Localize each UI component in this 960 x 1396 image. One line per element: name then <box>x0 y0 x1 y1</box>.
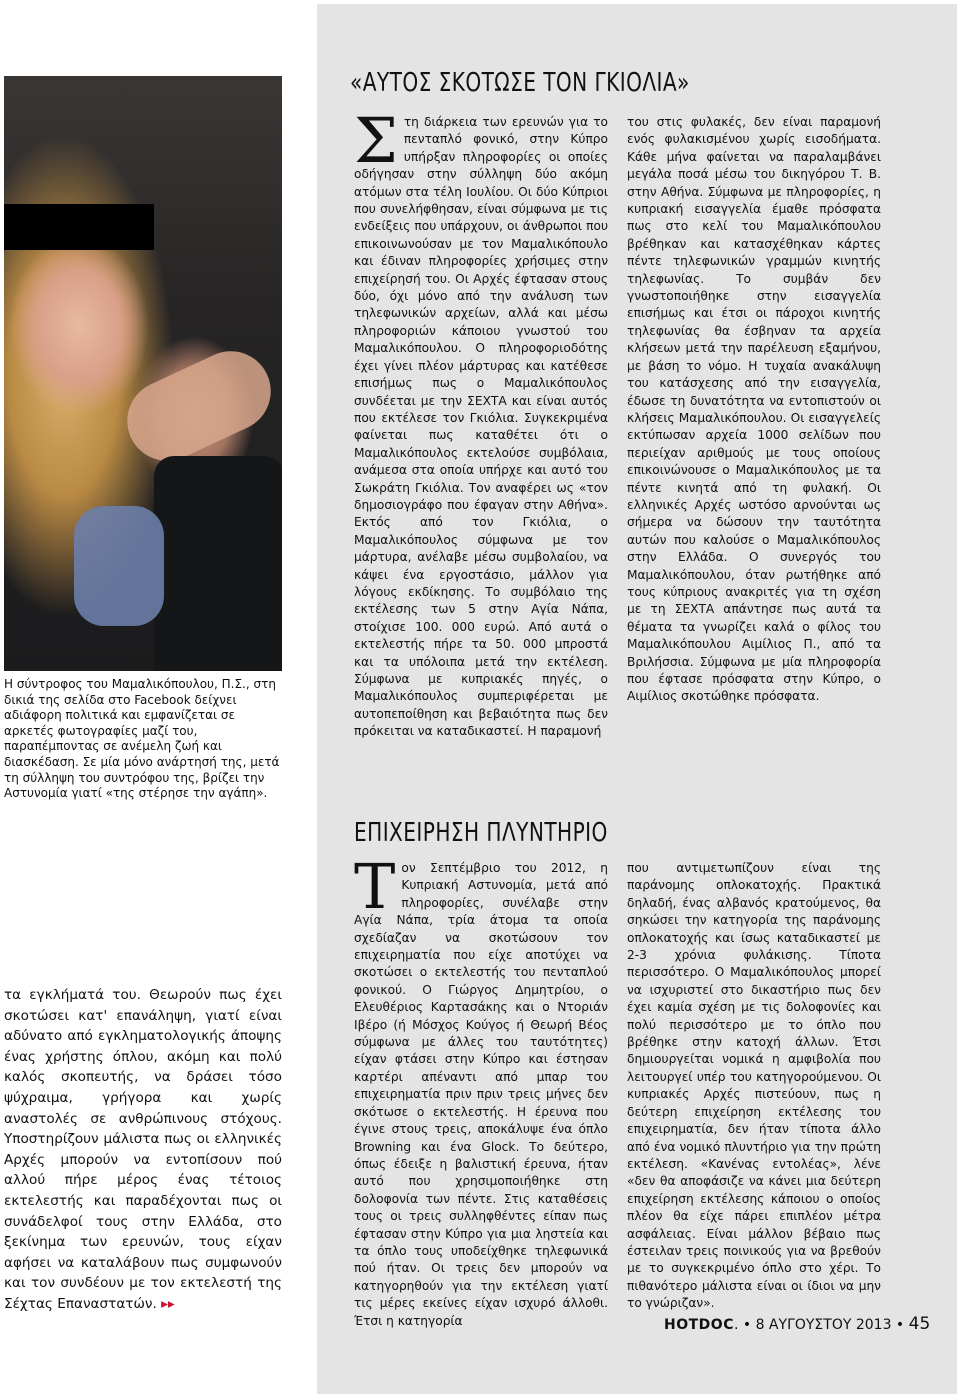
article1-column-1 <box>354 104 608 741</box>
dropcap: Τ <box>354 850 396 923</box>
article2-col1-text: ον Σεπτέμβριο του 2012, η Κυπριακή Αστυνομία, μετά από πληροφορίες, συνέλαβε στην Αγία Νάπα, τρία άτομα τα οποία σχεδίαζαν να σκοτώσουν τον επιχειρηματία που είχε αποτύχει να σκοτώσει ο εκτελεστής του πενταπλού φονικού. Ο Γιώργος Δημητρίου, ο Ελευθέριος Καρτασάκης και ο Ντοριάν Ιβέρο (ή Μόσχος Κούγος ή Θεωρή Βέος σύμφωνα με άλλες του ταυτότητες) είχαν φτάσει στην Κύπρο και έστησαν καρτέρι απέναντι από μπαρ του επιχειρηματία πριν πριν τρεις μήνες δεν σκότωσε ο εκτελεστής. Η έρευνα που έγινε στους τρεις, αποκάλυψε ένα όπλο Browning και ένα Glock. Το δεύτερο, όπως έδειξε η βαλιστική έρευνα, ήταν αυτό που χρησιμοποιήθηκε στη δολοφονία των πέντε. Στις καταθέσεις τους οι τρεις συλληφθέντες είπαν πως έφτασαν στην Κύπρο για μια ληστεία και τα όπλο τους υποδείχθηκε τηλεφωνικά πού ήταν. Οι τρεις δεν μπορούν να κατηγορηθούν για την εκτέλεση γιατί τις μέρες εκείνες είχαν ισχυρό άλλοθι. Έτσι η κατηγορία <box>354 861 608 1328</box>
article2-column-2: που αντιμετωπίζουν είναι της παράνομης οπλοκατοχής. Πρακτικά δηλαδή, ένας αλβανός κρατούμενος, θα σηκώσει την κατηγορία της παράνομης οπλοκατοχής και ίσως καταδικαστεί με 2-3 χρόνια φυλάκισης. Τίποτα περισσότερο. Ο Μαμαλικόπουλος μπορεί να ισχυριστεί στο δικαστήριο πως δεν έχει καμία σχέση με τις δολοφονίες και πολύ περισσότερο με το όπλο που βρέθηκε στην κατοχή άλλων. Έτσι δημιουργείται νομικά η αμφιβολία που λειτουργεί υπέρ του κατηγορούμενου. Οι κυπριακές Αρχές πιστεύουν, πως η δεύτερη επιχείρηση εκτέλεσης του επιχειρηματία, δεν ήταν τίποτα άλλο από ένα νομικό πλυντήριο για την πρώτη εκτέλεση. «Κανένας εντολέας», λένε «δεν θα αποφάσιζε να κάνει μια δεύτερη επιχείρηση εκτέλεσης κάποιου ο οποίος πλέον θα είχε πάρει επιπλέον μέτρα ασφάλειας. Είναι μάλλον βέβαιο πως έστειλαν τρεις ποινικούς για να βρεθούν με το συγκεκριμένο όπλο στο χέρι. Το πιθανότερο μάλιστα είναι οι ίδιοι να μην το γνώριζαν». <box>627 861 881 1311</box>
continue-arrow-icon: ▸▸ <box>161 1295 175 1312</box>
issue-date: . • 8 ΑΥΓΟΥΣΤΟΥ 2013 • <box>733 1317 905 1333</box>
page-number: 45 <box>908 1314 931 1334</box>
left-column-text <box>4 985 282 1315</box>
dropcap: Σ <box>354 104 398 177</box>
article-title-2: ΕΠΙΧΕΙΡΗΣΗ ΠΛΥΝΤΗΡΙΟ <box>354 818 608 848</box>
couple-photo <box>4 76 282 671</box>
article1-column-2: του στις φυλακές, δεν είναι παραμονή ενός φυλακισμένου χωρίς εισοδήματα. Κάθε μήνα φαίνεται να παραλαμβάνει μεγάλα ποσά μέσω του δικηγόρου Τ. Β. στην Αθήνα. Σύμφωνα με πληροφορίες, η κυπριακή εισαγγελία έμαθε πρόσφατα πως στο κελί του Μαμαλικόπουλου βρέθηκαν και κατασχέθηκαν κάρτες πέντε τηλεφωνικών γραμμών κινητής τηλεφωνίας. Το συμβάν δεν γνωστοποιήθηκε στην εισαγγελία επισήμως και έτσι οι πάροχοι κινητής τηλεφωνίας θα έσβηναν τα αρχεία κλήσεων μετά την παρέλευση εξαμήνου, με βάση το νόμο. Η τυχαία ανακάλυψη του κατάσχεσης από την εισαγγελία, έδωσε τη δυνατότητα να εντοπιστούν οι κλήσεις Μαμαλικόπουλου. Οι εισαγγελείς εκτύπωσαν αρχεία 1000 σελίδων που περιείχαν αριθμούς με τους οποίους επικοινώνουσε ο Μαμαλικόπουλος με τα πέντε κινητά από τη φυλακή. Οι ελληνικές Αρχές ωστόσο αρνούνται ως σήμερα να δώσουν την ταυτότητα αυτών που καλούσε ο Μαμαλικόπουλος στην Ελλάδα. Ο συνεργός του Μαμαλικόπουλου, όταν ρωτήθηκε από τους κύπριους ανακριτές για τη σχέση με τη ΣΕΧΤΑ απάντησε πως αυτά τα θέματα τα γνωρίζει καλά ο φίλος του Μαμαλικόπουλου Αιμίλιος Π., από τα Βριλήσσια. Σύμφωνα με μία πληροφορία που έφτασε πρόσφατα στην Κύπρο, ο Αιμίλιος σκοτώθηκε πρόσφατα. <box>627 115 881 704</box>
page-footer <box>664 1314 930 1334</box>
article1-col1-text: τη διάρκεια των ερευνών για το πενταπλό φονικό, στην Κύπρο υπήρξαν πληροφορίες οι οποίες οδήγησαν στην σύλληψη δύο ακόμη ατόμων στα τέλη Ιουλίου. Οι δύο Κύπριοι που συνελήφθησαν, είναι σύμφωνα με τις ενδείξεις που υπάρχουν, οι άνθρωποι που επικοινωνούσαν με τον Μαμαλικόπουλο και έδιναν πληροφορίες χρήσιμες στην επιχείρησή του. Οι Αρχές έφτασαν στους δύο, όχι μόνο από την ανάλυση των τηλεφωνικών αρχείων, αλλά και μέσω πληροφοριών κάποιου γνωστού του Μαμαλικόπουλου. Ο πληροφοριοδότης έχει γίνει πλέον μάρτυρας και κατέθεσε επισήμως πως ο Μαμαλικόπουλος συνδέεται με την ΣΕΧΤΑ και είναι αυτός που εκτέλεσε τον Γκιόλια. Συγκεκριμένα φαίνεται πως καταθέτει ότι ο Μαμαλικόπουλος εκτελούσε συμβόλαια, ανάμεσα στα οποία υπήρχε και αυτό του Σωκράτη Γκιόλια. Τον αναφέρει ως «τον δημοσιογράφο που έφαγαν στην Αθήνα». Εκτός από τον Γκιόλια, ο Μαμαλικόπουλος σύμφωνα με τον μάρτυρα, ανέλαβε μέσω συμβολαίου, να κάψει ένα εργοστάσιο, μάλλον για λόγους εκδίκησης. Το συμβόλαιο της εκτέλεσης των 5 στην Αγία Νάπα, στοίχισε 100. 000 ευρώ. Από αυτά ο εκτελεστής πήρε τα 50. 000 μπροστά και τα υπόλοιπα μετά την εκτέλεση. Σύμφωνα με κυπριακές πηγές, ο Μαμαλικόπουλος συμπεριφέρεται με αυτοπεποίθηση και βεβαιότητα πως δεν πρόκειται να καταδικαστεί. Η παραμονή <box>354 115 608 739</box>
magazine-brand: HOTDOC <box>664 1317 734 1333</box>
article-title-1: «ΑΥΤΟΣ ΣΚΟΤΩΣΕ ΤΟΝ ΓΚΙΟΛΙΑ» <box>350 68 690 98</box>
left-column-body: τα εγκλήματά του. Θεωρούν πως έχει σκοτώσει κατ' επανάληψη, γιατί είναι αδύνατο από εγκληματολογικής άποψης ένας χρήστης όπλου, ακόμη και πολύ καλός σκοπευτής, να δράσει τόσο ψύχραιμα, γρήγορα και χωρίς αναστολές σε ανθρώπινους στόχους. Υποστηρίζουν μάλιστα πως οι ελληνικές Αρχές μπορούν να εντοπίσουν πού αλλού πήρε μέρος ένας τέτοιος εκτελεστής και παραδέχονται πως οι συνάδελφοί τους στην Ελλάδα, στο ξεκίνημα των ερευνών, τους είχαν αφήσει να καταλάβουν πως συμφωνούν και τον συνδέουν με τον εκτελεστή της Σέχτας Επαναστατών. <box>4 987 282 1312</box>
photo-caption: Η σύντροφος του Μαμαλικόπουλου, Π.Σ., στη δικιά της σελίδα στο Facebook δείχνει αδιάφορη πολιτικά και εμφανίζεται σε αρκετές φωτογραφίες μαζί του, παραπέμποντας σε ανέμελη ζωή και διασκέδαση. Σε μία μόνο ανάρτησή της, μετά τη σύλληψη του συντρόφου της, βρίζει την Αστυνομία γιατί «της στέρησε την αγάπη». <box>4 677 280 801</box>
face-censor-bar <box>4 204 154 250</box>
article2-column-1 <box>354 850 608 1330</box>
